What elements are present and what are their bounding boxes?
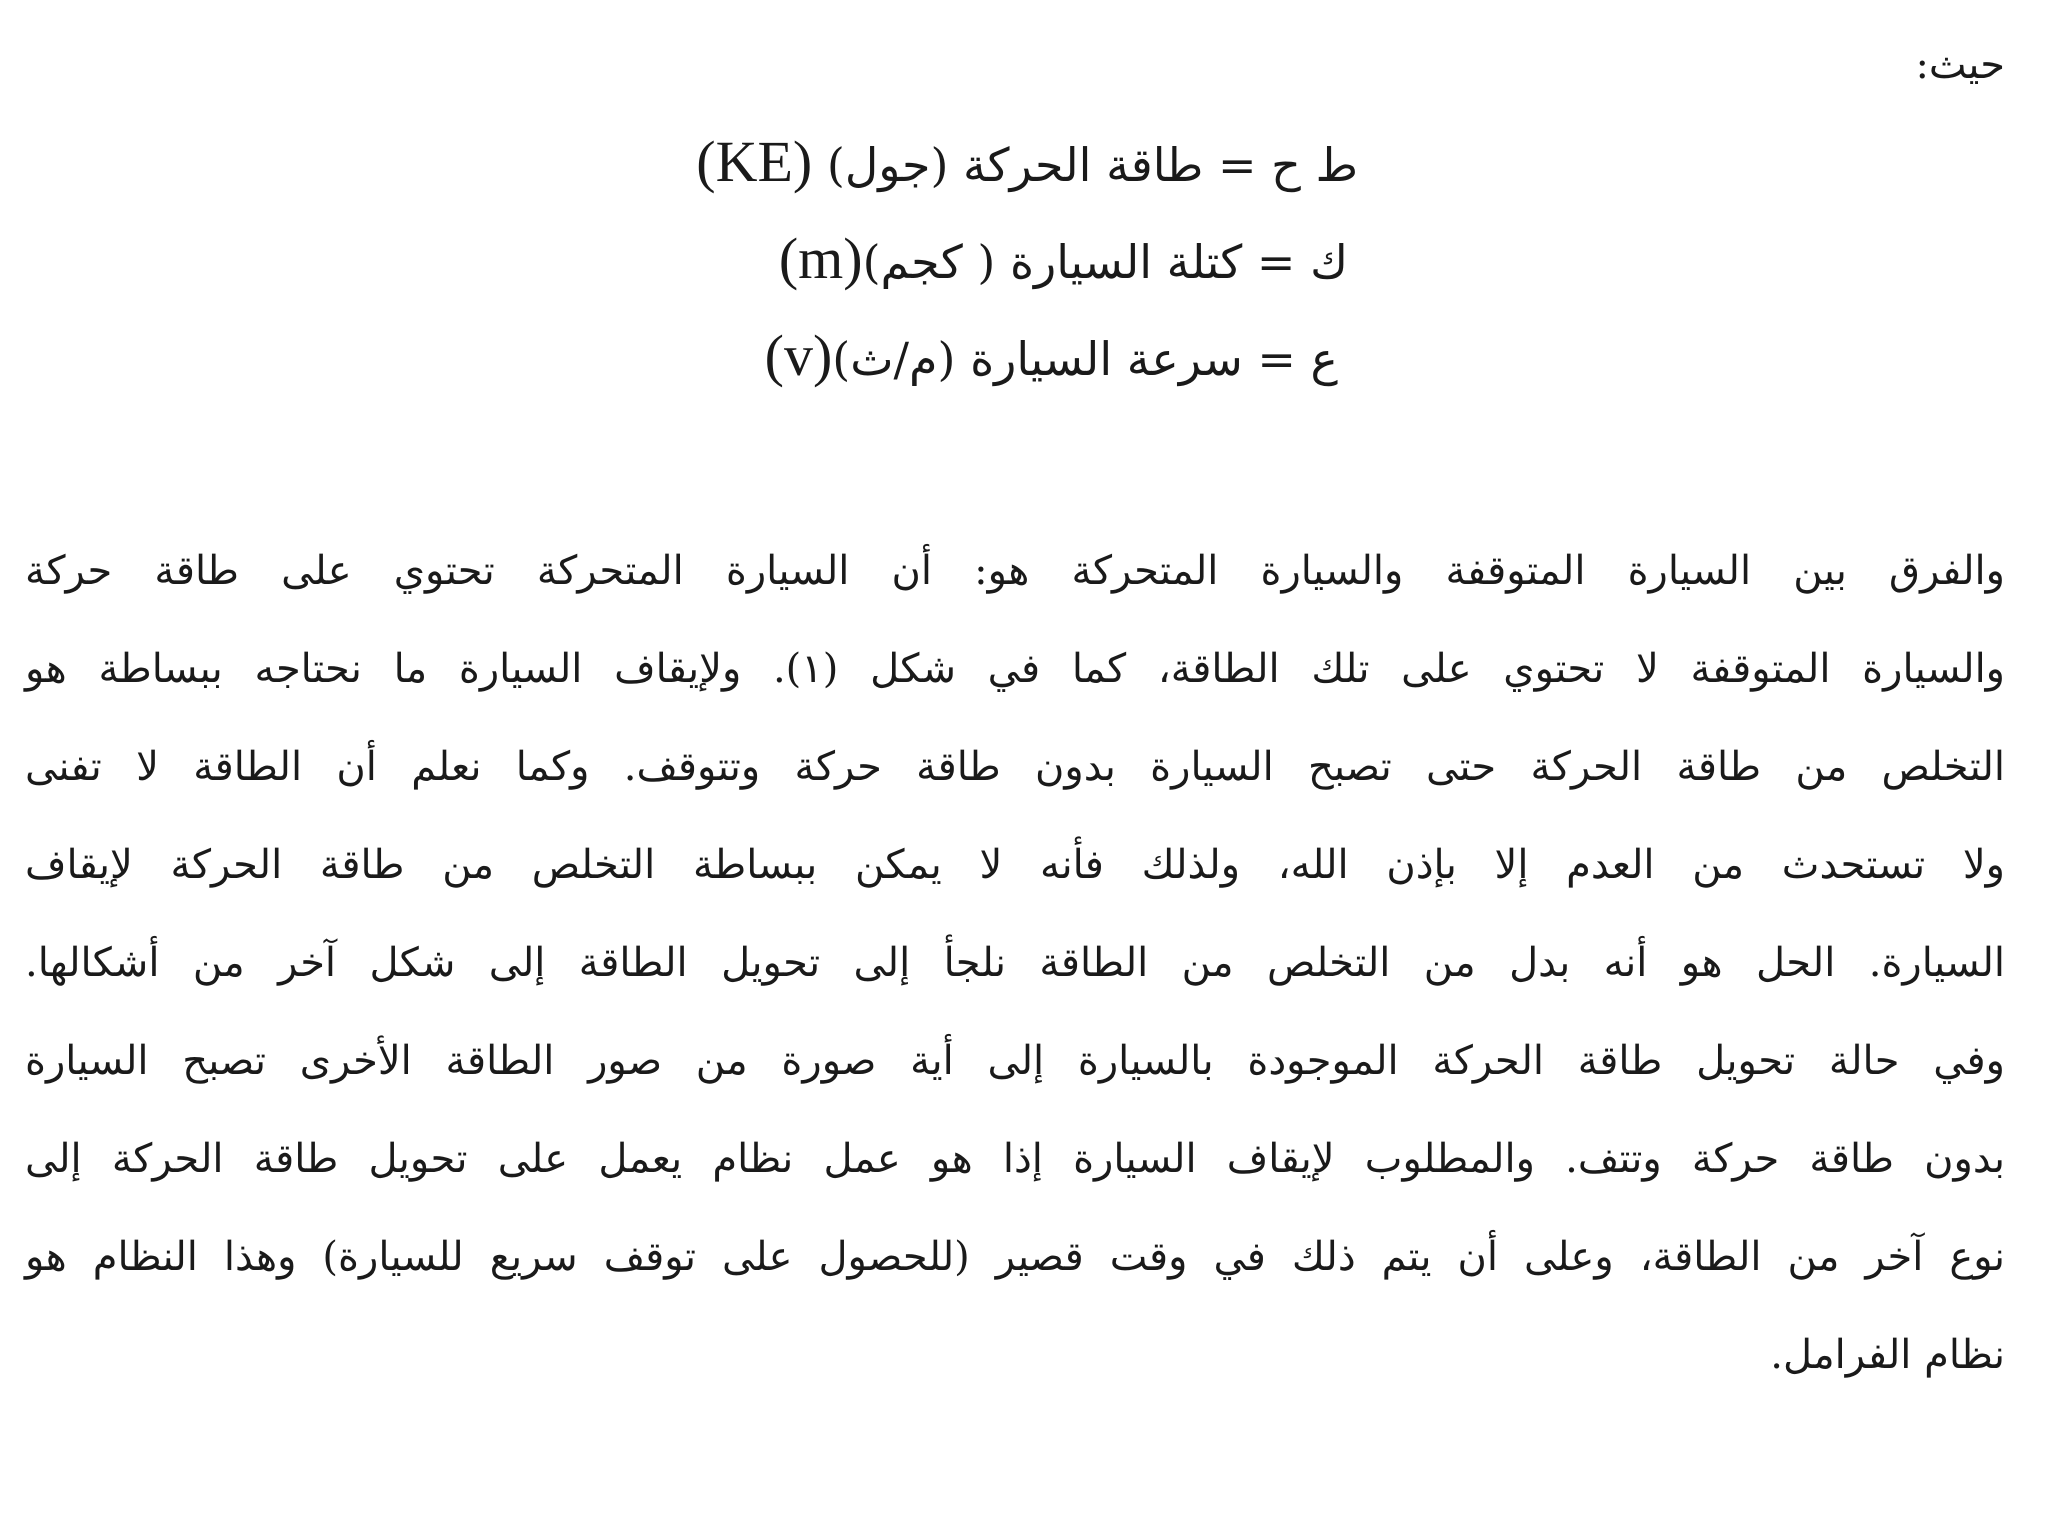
paragraph-line: والسيارة المتوقفة لا تحتوي على تلك الطاقة، كما في شكل (١). ولإيقاف السيارة ما نحتاجه ببساطة هو	[25, 646, 2005, 692]
paragraph-line: نظام الفرامل.	[1770, 1332, 2005, 1378]
paragraph-line: ولا تستحدث من العدم إلا بإذن الله، ولذلك فأنه لا يمكن ببساطة التخلص من طاقة الحركة لإيقاف	[25, 842, 2005, 888]
definition-text: ط ح = طاقة الحركة (جول)	[826, 138, 1358, 192]
paragraph-line: وفي حالة تحويل طاقة الحركة الموجودة بالسيارة إلى أية صورة من صور الطاقة الأخرى تصبح السيارة	[25, 1038, 2005, 1084]
variable-definitions	[696, 122, 1358, 413]
definition-text: ك = كتلة السيارة ( كجم)	[862, 235, 1348, 289]
paragraph-line: بدون طاقة حركة وتتف. والمطلوب لإيقاف السيارة إذا هو عمل نظام يعمل على تحويل طاقة الحركة إلى	[25, 1136, 2005, 1182]
paragraph-line: التخلص من طاقة الحركة حتى تصبح السيارة بدون طاقة حركة وتتوقف. وكما نعلم أن الطاقة لا تفنى	[25, 744, 2005, 790]
paragraph-line: السيارة. الحل هو أنه بدل من التخلص من الطاقة نلجأ إلى تحويل الطاقة إلى شكل آخر من أشكالها.	[25, 940, 2005, 986]
paragraph-line: نوع آخر من الطاقة، وعلى أن يتم ذلك في وقت قصير (للحصول على توقف سريع للسيارة) وهذا النظام هو	[25, 1234, 2005, 1280]
definition-mass	[696, 219, 1348, 316]
definition-text: ع = سرعة السيارة (م/ث)	[832, 332, 1338, 386]
definition-velocity	[696, 316, 1338, 413]
definition-symbol: (KE)	[696, 129, 813, 194]
intro-label: حيث:	[1915, 42, 2005, 88]
definition-symbol: (m)	[778, 226, 863, 291]
body-paragraph	[25, 522, 2005, 1404]
paragraph-line: والفرق بين السيارة المتوقفة والسيارة المتحركة هو: أن السيارة المتحركة تحتوي على طاقة حركة	[25, 548, 2005, 594]
definition-symbol: (v)	[764, 323, 833, 388]
definition-kinetic-energy	[696, 122, 1358, 219]
